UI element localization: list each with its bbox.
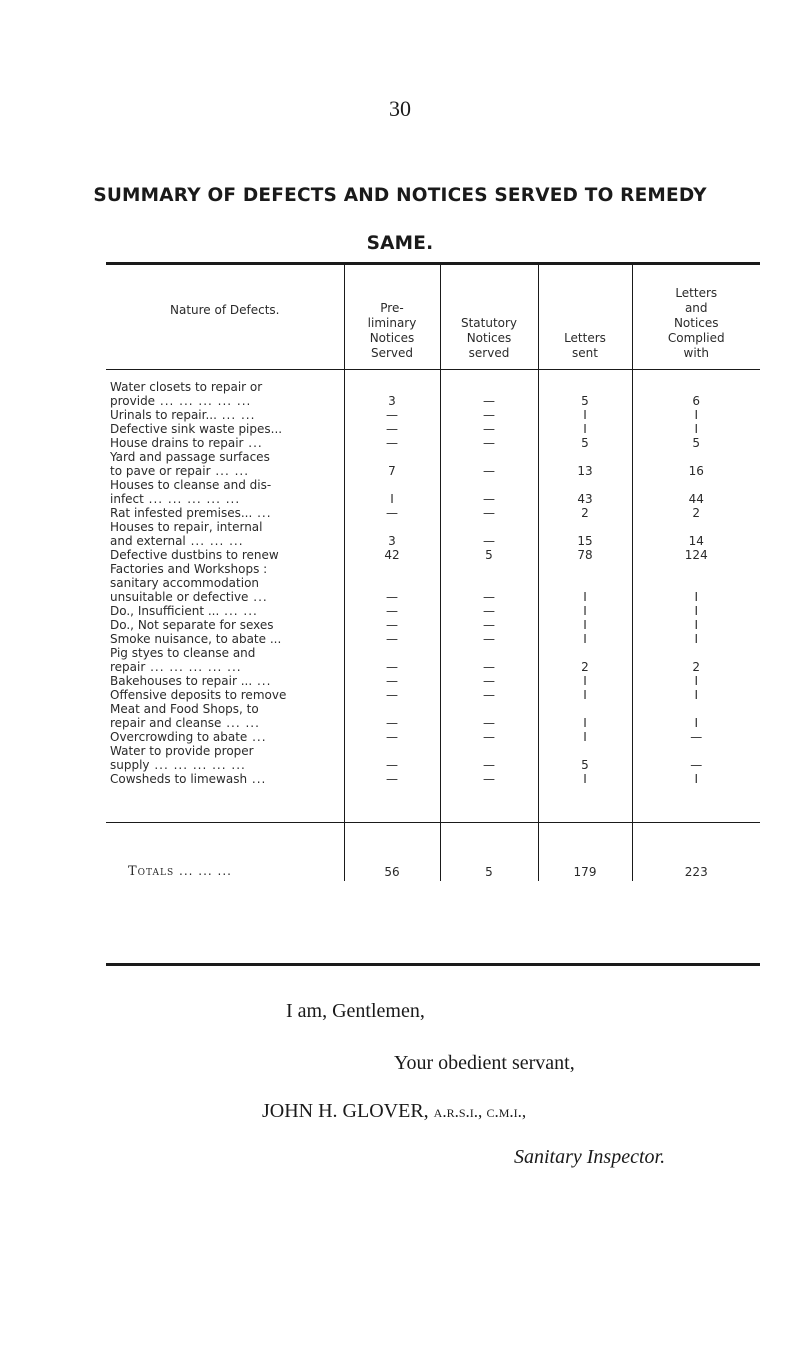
inspector-credentials: a.r.s.i., c.m.i., — [433, 1102, 527, 1121]
spacer-cell — [632, 786, 760, 823]
prelim-notices-cell: — — [344, 730, 440, 744]
complied-cell: I — [632, 562, 760, 604]
statutory-notices-cell: — — [440, 772, 538, 786]
table-row — [106, 506, 760, 520]
prelim-notices-cell: 42 — [344, 548, 440, 562]
letters-sent-cell: I — [538, 688, 632, 702]
complied-cell: I — [632, 632, 760, 646]
table-row — [106, 646, 760, 674]
statutory-notices-cell: 5 — [440, 548, 538, 562]
statutory-notices-cell: — — [440, 688, 538, 702]
leader-dots: ... ... ... ... ... — [145, 660, 242, 674]
complied-cell: I — [632, 604, 760, 618]
spacer-cell — [106, 786, 344, 823]
complied-cell: I — [632, 688, 760, 702]
table-row — [106, 772, 760, 786]
statutory-notices-cell: — — [440, 604, 538, 618]
letters-sent-cell: I — [538, 772, 632, 786]
complied-cell: I — [632, 772, 760, 786]
complied-cell: 16 — [632, 450, 760, 478]
prelim-notices-cell: — — [344, 702, 440, 730]
defect-description: Do., Insufficient ... ... ... — [110, 604, 258, 618]
spacer-row — [106, 786, 760, 823]
salutation: I am, Gentlemen, — [286, 1000, 425, 1022]
table-row — [106, 674, 760, 688]
defect-description: Houses to repair, internal and external ... ... ... — [110, 520, 263, 548]
statutory-notices-cell: — — [440, 370, 538, 409]
letters-sent-cell: 5 — [538, 436, 632, 450]
defect-description: Offensive deposits to remove — [110, 688, 287, 702]
table-header-row — [106, 265, 760, 370]
prelim-notices-cell: 3 — [344, 370, 440, 409]
statutory-notices-cell: — — [440, 520, 538, 548]
statutory-notices-cell: — — [440, 450, 538, 478]
statutory-notices-cell: — — [440, 408, 538, 422]
defect-description: Defective dustbins to renew — [110, 548, 279, 562]
letters-sent-cell: 78 — [538, 548, 632, 562]
defect-description: Houses to cleanse and dis- infect ... ... ... ... ... — [110, 478, 272, 506]
letters-sent-cell: 2 — [538, 646, 632, 674]
leader-dots: ... ... ... ... ... — [149, 758, 246, 772]
complied-cell: — — [632, 744, 760, 772]
statutory-notices-cell: — — [440, 702, 538, 730]
letters-sent-cell: I — [538, 674, 632, 688]
leader-dots: ... ... ... — [174, 864, 232, 878]
table-row — [106, 520, 760, 548]
defect-description: Factories and Workshops : sanitary accommodation unsuitable or defective ... — [110, 562, 268, 604]
table-row — [106, 548, 760, 562]
leader-dots: ... ... — [210, 464, 250, 478]
prelim-notices-cell: I — [344, 478, 440, 506]
table-row — [106, 632, 760, 646]
letters-sent-cell: 43 — [538, 478, 632, 506]
table-row — [106, 618, 760, 632]
defect-description: Bakehouses to repair ... ... — [110, 674, 272, 688]
totals-label: Totals — [128, 864, 175, 879]
statutory-notices-cell: — — [440, 730, 538, 744]
letters-sent-cell: I — [538, 422, 632, 436]
prelim-notices-cell: — — [344, 618, 440, 632]
prelim-notices-cell: — — [344, 646, 440, 674]
table-row — [106, 422, 760, 436]
complied-cell: 44 — [632, 478, 760, 506]
defect-description: Urinals to repair... ... ... — [110, 408, 256, 422]
complied-cell: I — [632, 674, 760, 688]
leader-dots: ... ... — [221, 716, 260, 730]
table-row — [106, 702, 760, 730]
statutory-notices-cell: — — [440, 436, 538, 450]
statutory-notices-cell: — — [440, 506, 538, 520]
letters-sent-cell: I — [538, 730, 632, 744]
header-statutory: Statutory Notices served — [440, 265, 538, 370]
defect-description: Meat and Food Shops, to repair and cleanse ... ... — [110, 702, 260, 730]
complied-cell: I — [632, 408, 760, 422]
statutory-notices-cell: — — [440, 422, 538, 436]
table-row — [106, 408, 760, 422]
header-complied: Letters and Notices Complied with — [632, 265, 760, 370]
prelim-notices-cell: — — [344, 422, 440, 436]
prelim-notices-cell: — — [344, 506, 440, 520]
leader-dots: ... ... — [216, 408, 256, 422]
table-row — [106, 436, 760, 450]
statutory-notices-cell: — — [440, 632, 538, 646]
statutory-notices-cell: — — [440, 744, 538, 772]
total-statutory-cell: 5 — [440, 823, 538, 882]
letters-sent-cell: I — [538, 702, 632, 730]
sign-off: Your obedient servant, — [394, 1052, 575, 1074]
totals-row — [106, 823, 760, 882]
leader-dots: ... ... ... ... ... — [143, 492, 241, 506]
prelim-notices-cell: 3 — [344, 520, 440, 548]
letters-sent-cell: 5 — [538, 744, 632, 772]
statutory-notices-cell: — — [440, 478, 538, 506]
totals-label-cell — [106, 823, 344, 882]
leader-dots: ... ... ... — [185, 534, 244, 548]
defect-description: Do., Not separate for sexes — [110, 618, 274, 632]
prelim-notices-cell: — — [344, 744, 440, 772]
page-heading: SUMMARY OF DEFECTS AND NOTICES SERVED TO REMEDY SAME. — [93, 185, 707, 254]
prelim-notices-cell: 7 — [344, 450, 440, 478]
table-row — [106, 562, 760, 604]
complied-cell: 14 — [632, 520, 760, 548]
prelim-notices-cell: — — [344, 688, 440, 702]
total-complied-cell: 223 — [632, 823, 760, 882]
complied-cell: I — [632, 702, 760, 730]
letters-sent-cell: I — [538, 604, 632, 618]
defect-description: Pig styes to cleanse and repair ... ... ... ... ... — [110, 646, 256, 674]
letters-sent-cell: I — [538, 632, 632, 646]
page-number: 30 — [389, 96, 411, 121]
leader-dots: ... — [247, 730, 267, 744]
complied-cell: — — [632, 730, 760, 744]
leader-dots: ... — [248, 590, 268, 604]
table-row — [106, 744, 760, 772]
defect-description: Yard and passage surfaces to pave or repair ... ... — [110, 450, 270, 478]
statutory-notices-cell: — — [440, 674, 538, 688]
letters-sent-cell: I — [538, 562, 632, 604]
complied-cell: 5 — [632, 436, 760, 450]
prelim-notices-cell: — — [344, 604, 440, 618]
letters-sent-cell: I — [538, 408, 632, 422]
table-body — [106, 370, 760, 882]
letters-sent-cell: I — [538, 618, 632, 632]
header-prelim: Pre- liminary Notices Served — [344, 265, 440, 370]
prelim-notices-cell: — — [344, 674, 440, 688]
total-prelim-cell: 56 — [344, 823, 440, 882]
table-row — [106, 688, 760, 702]
prelim-notices-cell: — — [344, 436, 440, 450]
complied-cell: I — [632, 618, 760, 632]
letters-sent-cell: 13 — [538, 450, 632, 478]
spacer-cell — [538, 786, 632, 823]
complied-cell: 2 — [632, 506, 760, 520]
defect-description: Defective sink waste pipes... — [110, 422, 283, 436]
defect-description: Overcrowding to abate ... — [110, 730, 267, 744]
complied-cell: I — [632, 422, 760, 436]
letters-sent-cell: 15 — [538, 520, 632, 548]
leader-dots: ... ... — [219, 604, 258, 618]
letters-sent-cell: 5 — [538, 370, 632, 409]
inspector-name: JOHN H. GLOVER, — [262, 1100, 429, 1122]
statutory-notices-cell: — — [440, 562, 538, 604]
defect-description: House drains to repair ... — [110, 436, 263, 450]
prelim-notices-cell: — — [344, 562, 440, 604]
defects-table — [106, 265, 760, 881]
table-row — [106, 370, 760, 409]
defect-description: Smoke nuisance, to abate ... — [110, 632, 282, 646]
inspector-title: Sanitary Inspector. — [514, 1146, 666, 1168]
complied-cell: 124 — [632, 548, 760, 562]
table-row — [106, 450, 760, 478]
defects-table-wrapper — [106, 262, 760, 966]
leader-dots: ... — [247, 772, 267, 786]
spacer-cell — [344, 786, 440, 823]
signature-line — [262, 1100, 526, 1123]
total-letters-cell: 179 — [538, 823, 632, 882]
statutory-notices-cell: — — [440, 646, 538, 674]
leader-dots: ... — [252, 674, 272, 688]
letters-sent-cell: 2 — [538, 506, 632, 520]
table-row — [106, 730, 760, 744]
defect-description: Water closets to repair or provide ... ... ... ... ... — [110, 380, 263, 408]
table-row — [106, 604, 760, 618]
complied-cell: 6 — [632, 370, 760, 409]
defect-description: Cowsheds to limewash ... — [110, 772, 267, 786]
statutory-notices-cell: — — [440, 618, 538, 632]
leader-dots: ... — [243, 436, 263, 450]
header-letters: Letters sent — [538, 265, 632, 370]
prelim-notices-cell: — — [344, 408, 440, 422]
complied-cell: 2 — [632, 646, 760, 674]
header-nature: Nature of Defects. — [106, 265, 344, 370]
table-row — [106, 478, 760, 506]
defect-description: Water to provide proper supply ... ... ... ... ... — [110, 744, 254, 772]
leader-dots: ... ... ... ... ... — [155, 394, 252, 408]
prelim-notices-cell: — — [344, 632, 440, 646]
defect-description: Rat infested premises... ... — [110, 506, 272, 520]
prelim-notices-cell: — — [344, 772, 440, 786]
leader-dots: ... — [252, 506, 272, 520]
spacer-cell — [440, 786, 538, 823]
